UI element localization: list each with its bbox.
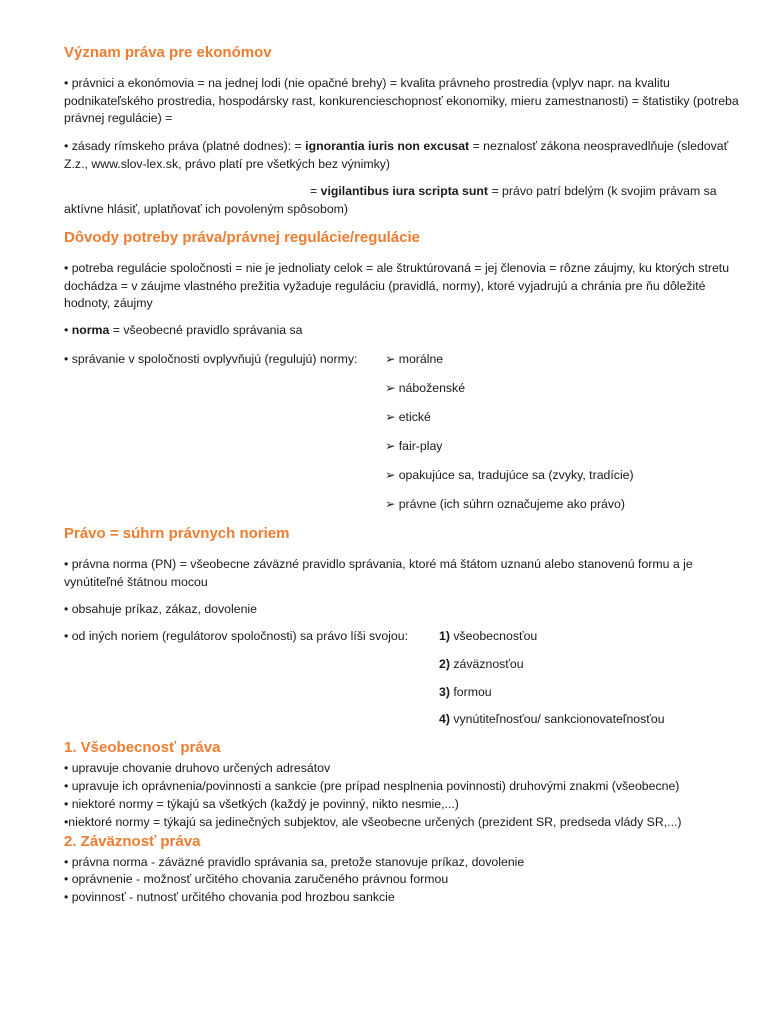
item-text: všeobecnosťou [449, 629, 538, 643]
line-vseobecnost-1: • upravuje chovanie druhovo určených adresátov [64, 761, 331, 775]
item-number: 1) [439, 629, 450, 643]
item-text: vynútiteľnosťou/ sankcionovateľnosťou [449, 712, 665, 726]
line-vseobecnost-2: • upravuje ich oprávnenia/povinnosti a sankcie (pre prípad nesplnenia povinnosti) druhovými znakmi (všeobecne) [64, 779, 680, 793]
line-zavaznost-3: • povinnosť - nutnosť určitého chovania pod hrozbou sankcie [64, 890, 395, 904]
text-lead: • zásady rímskeho práva (platné dodnes): = [64, 139, 306, 153]
list-item-zavaznost [439, 656, 524, 674]
list-item-eticke: ➢ etické [385, 410, 431, 424]
list-item-fair-play: ➢ fair-play [385, 439, 443, 453]
list-item-pravne: ➢ právne (ich súhrn označujeme ako právo) [385, 497, 625, 511]
text-lead: = [310, 184, 321, 198]
line-zavaznost-1: • právna norma - záväzné pravidlo správania sa, pretože stanovuje príkaz, dovolenie [64, 855, 525, 869]
paragraph-zasady-rimskeho-prava [64, 138, 744, 173]
heading-zavaznost-prava: 2. Záväznosť práva [64, 833, 201, 850]
item-number: 3) [439, 685, 450, 699]
item-text: záväznosťou [449, 657, 524, 671]
text-rest: = právo patrí bdelým (k svojim právam sa [488, 184, 717, 198]
item-number: 4) [439, 712, 450, 726]
paragraph-spravanie: • správanie v spoločnosti ovplyvňujú (regulujú) normy: [64, 352, 358, 366]
paragraph-obsahuje: • obsahuje príkaz, zákaz, dovolenie [64, 602, 257, 616]
heading-vseobecnost-prava: 1. Všeobecnosť práva [64, 739, 221, 756]
paragraph-vigilantibus-cont: aktívne hlásiť, uplatňovať ich povoleným spôsobom) [64, 202, 349, 216]
list-item-vynutitelnost [439, 711, 665, 729]
list-item-vseobecnost [439, 628, 537, 646]
text-rest: = neznalosť zákona neospravedlňuje (sledovať Z.z., www.slov-lex.sk, právo platí pre všetkých bez výnimky) [64, 139, 729, 171]
heading-vyznam-prava: Význam práva pre ekonómov [64, 44, 272, 61]
paragraph-od-inych-noriem: • od iných noriem (regulátorov spoločnosti) sa právo líši svojou: [64, 629, 408, 643]
term-norma: norma [71, 323, 110, 337]
paragraph-potreba-regulacie: • potreba regulácie spoločnosti = nie je jednoliaty celok = ale štruktúrovaná = jej členovia = rôzne záujmy, ku ktorých stretu dochádza = v záujme vlastného prežitia vyžaduje reguláciu (pravidlá, normy), ktoré vyjadrujú a chránia pre ňu dôležité hodnoty, záujmy [64, 261, 730, 310]
paragraph-pravna-norma: • právna norma (PN) = všeobecne záväzné pravidlo správania, ktoré má štátom uznanú alebo stanovenú formu a je vynútiteľné štátnou mocou [64, 557, 693, 589]
heading-pravo-suhrn: Právo = súhrn právnych noriem [64, 525, 290, 542]
text-rest: = všeobecné pravidlo správania sa [109, 323, 303, 337]
item-text: formou [449, 685, 492, 699]
term-vigilantibus: vigilantibus iura scripta sunt [320, 184, 489, 198]
paragraph-pravnici-ekonomovia: • právnici a ekonómovia = na jednej lodi (nie opačné brehy) = kvalita právneho prostredia (vplyv napr. na kvalitu podnikateľského prostredia, hospodársky rast, konkurencieschopnosť ekonomiky, mieru zamestnanosti) = štatistiky (potreba právnej regulácie) = [64, 76, 739, 125]
heading-dovody-potreby: Dôvody potreby práva/právnej regulácie/regulácie [64, 229, 420, 246]
list-item-forma [439, 684, 492, 702]
term-ignorantia: ignorantia iuris non excusat [305, 139, 470, 153]
list-item-moralne: ➢ morálne [385, 352, 444, 366]
line-zavaznost-2: • oprávnenie - možnosť určitého chovania zaručeného právnou formou [64, 872, 449, 886]
list-item-zvyky: ➢ opakujúce sa, tradujúce sa (zvyky, tradície) [385, 468, 634, 482]
line-vseobecnost-4: •niektoré normy = týkajú sa jedinečných subjektov, ale všeobecne určených (prezident SR, predseda vlády SR,...) [64, 815, 682, 829]
paragraph-vigilantibus [310, 183, 717, 201]
list-item-nabozenske: ➢ náboženské [385, 381, 466, 395]
line-vseobecnost-3: • niektoré normy = týkajú sa všetkých (každý je povinný, nikto nesmie,...) [64, 797, 459, 811]
text-lead: • [64, 323, 72, 337]
paragraph-norma [64, 322, 302, 340]
item-number: 2) [439, 657, 450, 671]
